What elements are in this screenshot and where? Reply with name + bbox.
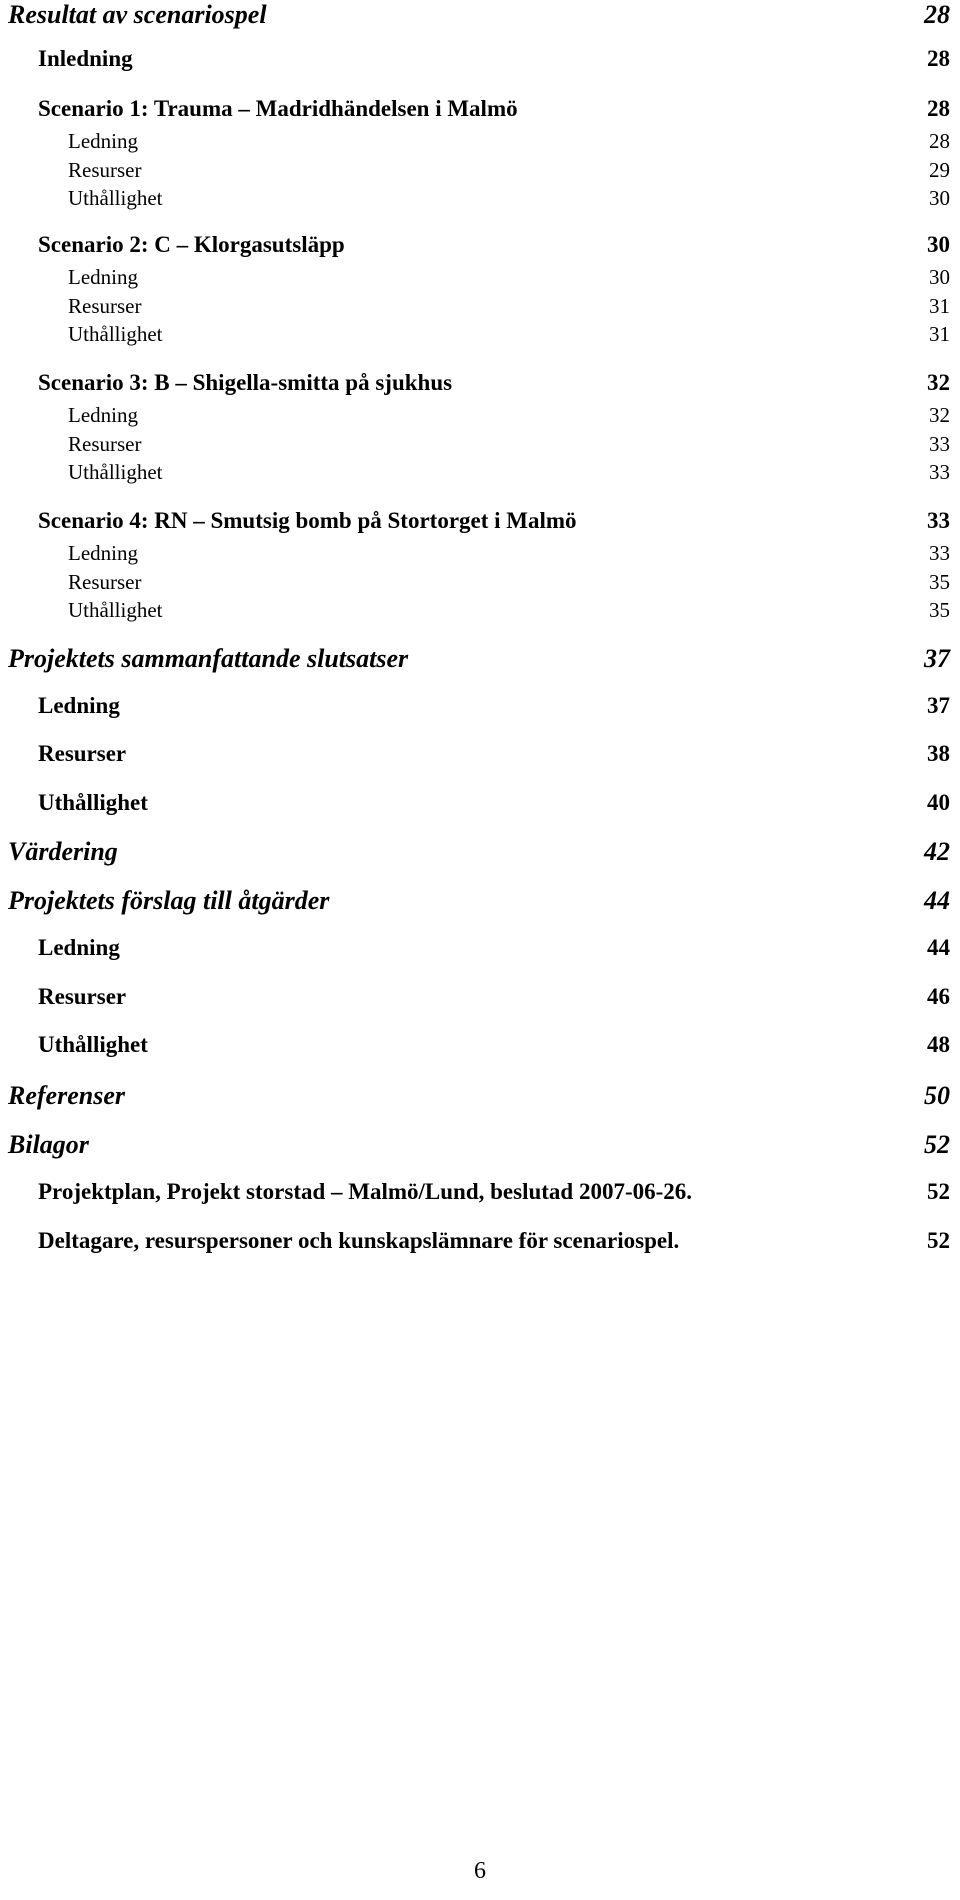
- toc-entry-text: Scenario 3: B – Shigella-smitta på sjukhus: [38, 370, 453, 395]
- toc-subentry-ledning: [68, 403, 950, 428]
- toc-entry-page: 44: [924, 886, 950, 915]
- toc-entry-text: Projektets sammanfattande slutsatser: [8, 644, 409, 673]
- toc-entry-text: Resurser: [38, 984, 127, 1009]
- toc-heading-atgarder: [8, 886, 950, 916]
- toc-entry-text: Resurser: [68, 294, 142, 318]
- toc-entry-page: 42: [924, 837, 950, 866]
- toc-entry-page: 40: [927, 790, 950, 815]
- toc-entry-text: Uthållighet: [68, 186, 163, 210]
- toc-entry-page: 30: [929, 265, 950, 289]
- toc-entry-text: Ledning: [38, 693, 120, 718]
- toc-entry-text: Resurser: [68, 570, 142, 594]
- toc-entry-uthallighet: [38, 790, 950, 816]
- toc-entry-text: Bilagor: [8, 1130, 89, 1159]
- toc-subentry-resurser: [68, 294, 950, 319]
- toc-entry-text: Scenario 1: Trauma – Madridhändelsen i Malmö: [38, 96, 518, 121]
- toc-entry-page: 37: [927, 693, 950, 718]
- toc-subentry-ledning: [68, 129, 950, 154]
- toc-entry-uthallighet: [38, 1032, 950, 1058]
- toc-entry-page: 29: [929, 158, 950, 182]
- toc-subentry-uthallighet: [68, 186, 950, 211]
- toc-subentry-resurser: [68, 158, 950, 183]
- toc-entry-text: Resurser: [68, 158, 142, 182]
- toc-entry-page: 52: [924, 1130, 950, 1159]
- toc-entry-text: Uthållighet: [38, 790, 148, 815]
- toc-subentry-resurser: [68, 432, 950, 457]
- toc-entry-text: Referenser: [8, 1081, 125, 1110]
- toc-entry-text: Uthållighet: [68, 322, 163, 346]
- toc-entry-text: Ledning: [38, 935, 120, 960]
- toc-entry-ledning: [38, 935, 950, 961]
- toc-entry-text: Uthållighet: [38, 1032, 148, 1057]
- toc-entry-text: Ledning: [68, 403, 138, 427]
- toc-subentry-uthallighet: [68, 322, 950, 347]
- toc-heading-referenser: [8, 1081, 950, 1111]
- toc-subentry-resurser: [68, 570, 950, 595]
- toc-entry-page: 35: [929, 570, 950, 594]
- toc-entry-page: 32: [929, 403, 950, 427]
- toc-entry-text: Ledning: [68, 265, 138, 289]
- toc-entry-inledning: [38, 46, 950, 72]
- toc-heading-vardering: [8, 837, 950, 867]
- toc-entry-page: 52: [927, 1179, 950, 1204]
- toc-entry-page: 31: [929, 294, 950, 318]
- toc-entry-text: Inledning: [38, 46, 133, 71]
- toc-entry-text: Deltagare, resurspersoner och kunskapslämnare för scenariospel.: [38, 1228, 680, 1253]
- toc-entry-page: 28: [929, 129, 950, 153]
- toc-entry-scenario-4: [38, 508, 950, 534]
- toc-entry-page: 44: [927, 935, 950, 960]
- toc-entry-text: Scenario 4: RN – Smutsig bomb på Stortorget i Malmö: [38, 508, 577, 533]
- toc-entry-text: Ledning: [68, 129, 138, 153]
- toc-entry-text: Projektplan, Projekt storstad – Malmö/Lund, beslutad 2007-06-26.: [38, 1179, 693, 1204]
- toc-heading-slutsatser: [8, 644, 950, 674]
- toc-entry-text: Projektets förslag till åtgärder: [8, 886, 330, 915]
- toc-subentry-ledning: [68, 265, 950, 290]
- toc-subentry-uthallighet: [68, 460, 950, 485]
- toc-entry-text: Uthållighet: [68, 598, 163, 622]
- toc-entry-page: 33: [929, 541, 950, 565]
- toc-entry-page: 28: [927, 96, 950, 121]
- toc-entry-page: 28: [924, 0, 950, 29]
- toc-entry-text: Resultat av scenariospel: [8, 0, 267, 29]
- toc-heading-resultat: [8, 0, 950, 30]
- toc-entry-page: 35: [929, 598, 950, 622]
- toc-entry-page: 28: [927, 46, 950, 71]
- toc-entry-page: 37: [924, 644, 950, 673]
- toc-entry-scenario-3: [38, 370, 950, 396]
- toc-entry-text: Uthållighet: [68, 460, 163, 484]
- toc-entry-text: Scenario 2: C – Klorgasutsläpp: [38, 232, 345, 257]
- toc-entry-projektplan: [38, 1179, 950, 1205]
- toc-entry-scenario-1: [38, 96, 950, 122]
- toc-entry-page: 50: [924, 1081, 950, 1110]
- toc-entry-deltagare: [38, 1228, 950, 1254]
- toc-entry-text: Resurser: [68, 432, 142, 456]
- toc-entry-page: 32: [927, 370, 950, 395]
- toc-entry-page: 31: [929, 322, 950, 346]
- toc-entry-resurser: [38, 984, 950, 1010]
- toc-entry-scenario-2: [38, 232, 950, 258]
- toc-entry-resurser: [38, 741, 950, 767]
- toc-entry-page: 30: [929, 186, 950, 210]
- toc-entry-page: 30: [927, 232, 950, 257]
- toc-subentry-uthallighet: [68, 598, 950, 623]
- toc-entry-page: 33: [929, 432, 950, 456]
- toc-entry-page: 52: [927, 1228, 950, 1253]
- toc-heading-bilagor: [8, 1130, 950, 1160]
- toc-entry-page: 38: [927, 741, 950, 766]
- toc-entry-text: Ledning: [68, 541, 138, 565]
- toc-subentry-ledning: [68, 541, 950, 566]
- toc-entry-page: 33: [927, 508, 950, 533]
- page-number: 6: [474, 1858, 486, 1884]
- toc-entry-text: Värdering: [8, 837, 118, 866]
- toc-entry-page: 33: [929, 460, 950, 484]
- toc-entry-text: Resurser: [38, 741, 127, 766]
- toc-entry-ledning: [38, 693, 950, 719]
- toc-entry-page: 48: [927, 1032, 950, 1057]
- toc-entry-page: 46: [927, 984, 950, 1009]
